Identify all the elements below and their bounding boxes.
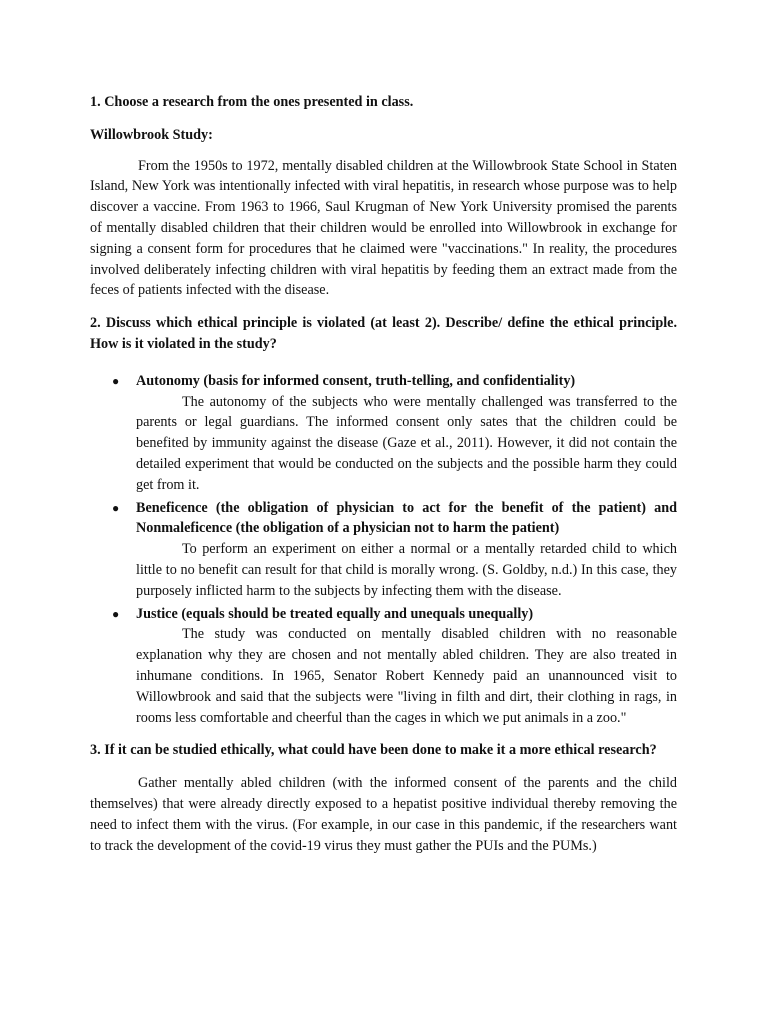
- study-paragraph: From the 1950s to 1972, mentally disabled children at the Willowbrook State School in Staten Island, New York was intentionally infected with viral hepatitis, in research whose purpose was to help discover a vaccine. From 1963 to 1966, Saul Krugman of New York University promised the parents of mentally disabled children that their children would be enrolled into Willowbrook in exchange for signing a consent form for procedures that he claimed were "vaccinations." In reality, the procedures involved deliberately infecting children with viral hepatitis by feeding them an extract made from the feces of patients infected with the disease.: [90, 157, 677, 299]
- study-title: Willowbrook Study:: [90, 126, 213, 143]
- bullet-icon: ●: [112, 373, 120, 388]
- list-item: [90, 371, 677, 496]
- bullet-icon: ●: [112, 606, 120, 621]
- question-1: 1. Choose a research from the ones presented in class.: [90, 94, 414, 110]
- principles-list: [90, 371, 677, 729]
- principle-title-justice: Justice (equals should be treated equally and unequals unequally): [136, 605, 534, 622]
- bullet-icon: ●: [112, 500, 120, 515]
- principle-body-justice: The study was conducted on mentally disabled children with no reasonable explanation why they are chosen and not mentally abled children. They are also treated in inhumane conditions. In 1965, Senator Robert Kennedy paid an unannounced visit to Willowbrook and said that the subjects were "living in filth and dirt, their clothing in rags, in rooms less comfortable and cheerful than the cages in which we put animals in a zoo.": [136, 626, 677, 726]
- list-item: [90, 604, 677, 729]
- principle-body-beneficence: To perform an experiment on either a normal or a mentally retarded child to which little to no benefit can result for that child is morally wrong. (S. Goldby, n.d.) In this case, they purposely inflicted harm to the subjects by infecting them with the disease.: [136, 541, 677, 599]
- question-3: 3. If it can be studied ethically, what could have been done to make it a more ethical research?: [90, 742, 657, 759]
- answer-paragraph: Gather mentally abled children (with the informed consent of the parents and the child themselves) that were already directly exposed to a hepatist positive individual thereby removing the need to infect them with the virus. (For example, in our case in this pandemic, if the researchers want to track the development of the covid-19 virus they must gather the PUIs and the PUMs.): [90, 775, 677, 854]
- principle-title-beneficence: Beneficence (the obligation of physician to act for the benefit of the patient) and Nonmaleficence (the obligation of a physician not to harm the patient): [136, 499, 677, 537]
- document-page: [90, 92, 677, 856]
- principle-body-autonomy: The autonomy of the subjects who were mentally challenged was transferred to the parents or legal guardians. The informed consent only sates that the children could be benefited by immunity against the disease (Gaze et al., 2011). However, it did not contain the detailed experiment that would be conducted on the subjects and the possible harm they could get from it.: [136, 393, 677, 493]
- principle-title-autonomy: Autonomy (basis for informed consent, truth-telling, and confidentiality): [136, 372, 576, 389]
- question-2: 2. Discuss which ethical principle is violated (at least 2). Describe/ define the ethical principle. How is it violated in the study?: [90, 315, 677, 352]
- list-item: [90, 498, 677, 602]
